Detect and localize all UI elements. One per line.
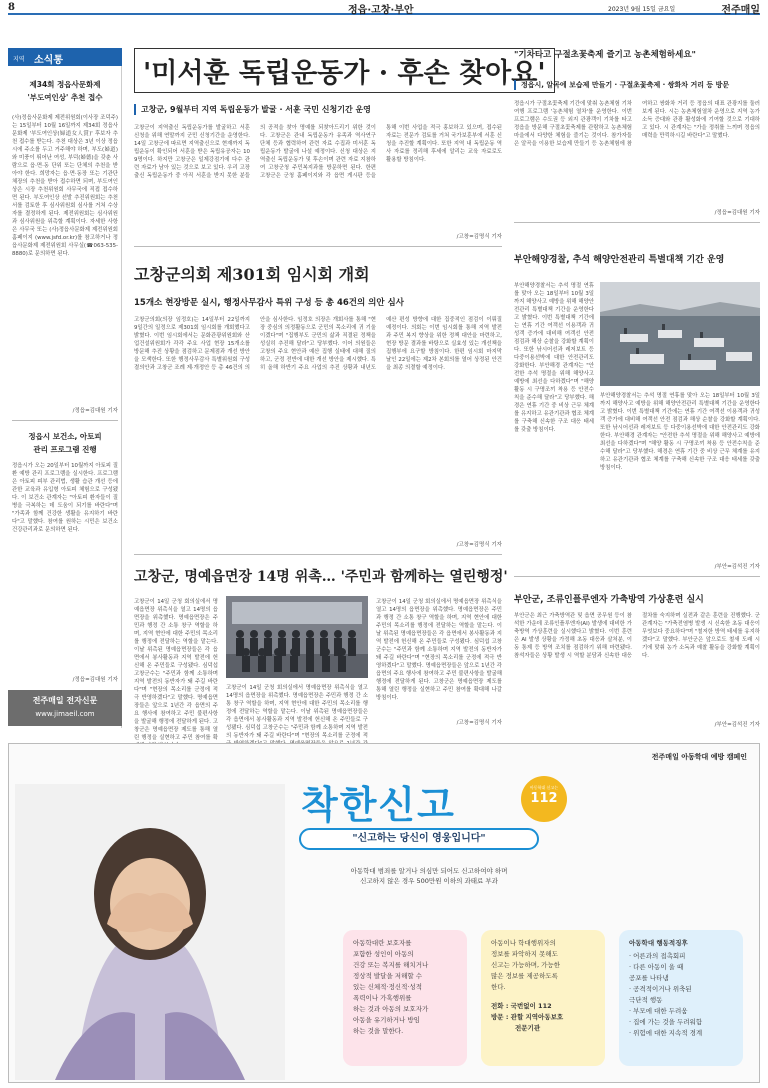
card1-line: 폭력이나 가혹행위를 [353, 994, 412, 1002]
section-title: 정읍·고창·부안 [348, 5, 414, 16]
right1-subhead: 정읍시, 알곡에 보습제 만들기 · 구절초꽃축제 · 쌍화차 거리 등 방문 [514, 80, 760, 90]
right3-headline[interactable]: 부안군, 조류인플루엔자 가축방역 가상훈련 실시 [514, 595, 704, 605]
ad-card-definition [343, 930, 467, 1066]
card3-line: 공포를 나타냄 [629, 974, 669, 982]
right1-body: 정읍시가 구절초꽃축제 기간에 맞춰 농촌체험 기차여행 프로그램 '농촌체험 열차'를 운영한다. 이번 프로그램은 수도권 등 외지 관광객이 기차를 타고 정읍을 방문해 구절초꽃축제를 관람하고 농촌체험마을에서 다양한 체험을 즐기는 것이다. 참가자들은 알곡을 이용한 보습제 만들기 등 농촌체험에 참여하고 쌍화차 거리 등 정읍의 대표 관광지를 둘러보게 된다. 시는 농촌체험열차 운영으로 지역 농가 소득 증대와 관광 활성화에 기여할 것으로 기대하고 있다. 시 관계자는 "가을 정취를 느끼며 정읍의 매력을 만끽하시길 바란다"고 말했다. [514, 101, 760, 147]
group-photo [226, 596, 368, 678]
divider [134, 554, 502, 555]
divider [514, 576, 760, 577]
ad-card-report [481, 930, 605, 1066]
card1-line: 포함한 성인이 아동의 [353, 950, 414, 958]
page-number: 8 [8, 2, 15, 13]
ad-description [309, 866, 549, 886]
harbor-photo [600, 282, 760, 386]
card2-line: 신고는 가능하며, 가능한 [491, 961, 560, 969]
card2-contact-visit: 방문 : 관할 지역아동보호 [491, 1013, 564, 1021]
right1-byline: /정읍=김대원 기자 [714, 210, 760, 216]
footer-url[interactable]: www.jimaeil.com [35, 710, 95, 718]
card3-line: · 어른과의 접촉회피 [629, 952, 686, 960]
footer-name: 전주매일 전자신문 [32, 696, 98, 705]
main1-body: 고창군이 지역출신 독립운동가를 발굴하고 서훈신청을 위해 연말까지 군민 신청기간을 운영한다. 14일 고창군에 따르면 지역출신으로 현재까지 독립운동이 확인되어 서훈을 받은 독립유공자는 109명이다. 하지만 고창군은 일제강점기에 다수 관련 자료가 남아 있는 것으로 보고 있다. 우리 고장 출신 독립운동가 중 아직 서훈을 받지 못한 분들의 공적을 찾아 명예를 되찾아드리기 위한 것이다. 고창군은 관내 독립운동가 유족과 역사연구 단체 등과 협력하여 관련 자료 수집과 미서훈 독립운동가 발굴에 나설 예정이다. 신청 대상은 지역출신 독립운동가 및 후손이며 관련 자료 지참하여 고창군청 주민복지과를 방문하면 된다. 한편 고창군은 군청 홈페이지와 각 읍면 게시판 등을 통해 이번 사업을 적극 홍보하고 있으며, 접수된 자료는 전문가 검토를 거쳐 국가보훈부에 서훈 신청을 추진할 계획이다. 또한 지역 내 독립운동 역사 자료를 정리해 후세에 알리는 교육 자료로도 활용할 방침이다. [134, 125, 502, 179]
harbor-photo-image [600, 282, 760, 386]
group-photo-image [226, 596, 368, 678]
card1-line: 하는 것을 말한다. [353, 1027, 404, 1035]
card1-line: 하는 것과 아동의 보호자가 [353, 1005, 429, 1013]
sidebar-tag-title: 소식통 [34, 55, 63, 66]
sidebar-tag-small: 지역 [13, 56, 25, 63]
ad-desc-line1: 아동학대 범죄를 알거나 의심만 되어도 신고하여야 하며 [350, 867, 508, 875]
card3-line: · 공격적이거나 위축된 [629, 985, 692, 993]
sidebar-news2-body: 정읍시가 오는 20일부터 10월까지 아토피 질환 예방 관리 프로그램을 실시한다. 프로그램은 아토피 피부 관리법, 생활 습관 개선 등에 관한 교육과 유입형 아토피 체험으로 구성됐다. 이 보건소 관계자는 "아토피 환자들이 질병을 극복하는 데 도움이 되기를 바란다"며 "가족과 함께 건강한 생활을 유지하기 바란다"고 말했다. 참여를 원하는 시민은 보건소 건강관리과로 문의하면 된다. [12, 463, 118, 533]
sidebar-news1-title-line1: 제34회 정읍사문화제 [29, 80, 101, 89]
card2-line: 정보를 파악하지 못해도 [491, 950, 558, 958]
ad-slogan: "신고하는 당신이 영웅입니다" [299, 828, 539, 850]
card2-contact-phone: 전화 : 국번없이 112 [491, 1002, 552, 1010]
sidebar-news1-byline: /정읍=김대원 기자 [72, 408, 118, 414]
right1-headline[interactable]: "기차타고 구절초꽃축제 즐기고 농촌체험하세요" [514, 50, 696, 60]
card3-line: · 다른 아동이 울 때 [629, 963, 684, 971]
right3-body: 부안군은 최근 가축방역관 및 읍면 공무원 등이 참석한 가운데 조류인플루엔자(AI) 발생에 대비한 가축방역 가상훈련을 실시했다고 밝혔다. 이번 훈련은 AI 발생 상황을 가정해 초동 대응과 살처분, 이동 통제 등 방역 조치를 점검하기 위해 마련됐다. 참석자들은 상황 발생 시 역할 분담과 신속한 대응 절차를 숙지하며 실전과 같은 훈련을 진행했다. 군 관계자는 "가축전염병 발생 시 신속한 초동 대응이 무엇보다 중요하다"며 "철저한 방역 태세를 유지하겠다"고 말했다. 부안군은 앞으로도 철새 도래 시기에 맞춰 농가 소독과 예찰 활동을 강화할 계획이다. [514, 613, 760, 659]
right2-body-col1: 부안해양경찰서는 추석 명절 연휴를 맞아 오는 18일부터 10월 3일까지 해양사고 예방을 위해 해양안전관리 특별대책 기간을 운영한다고 밝혔다. 이번 특별대책 기간에는 연휴 기간 여객선 이용객과 귀성객 증가에 대비해 여객선 안전 점검과 해상 순찰을 강화할 계획이다. 또한 낚시어선과 레저보트 등 다중이용선박에 대한 안전관리도 강화한다. 부안해경 관계자는 "안전한 추석 명절을 위해 해양사고 예방에 최선을 다하겠다"며 "해양 활동 시 구명조끼 착용 등 안전수칙을 준수해 달라"고 당부했다. 해경은 연휴 기간 중 비상 근무 체계를 유지하고 유관기관과 협조 체계를 구축해 신속한 구조 대응 태세를 갖출 방침이다. [514, 283, 594, 433]
divider [12, 420, 118, 421]
card2-line: 많은 정보를 제공하도록 [491, 972, 558, 980]
main3-body-col3: 고창군이 14일 군청 회의실에서 명예읍면장 위촉식을 열고 14명의 읍면장을 위촉했다. 명예읍면장은 주민과 행정 간 소통 창구 역할을 하며, 지역 현안에 대한 주민의 목소리를 행정에 전달하는 역할을 맡는다. 이날 위촉된 명예읍면장들은 각 읍면에서 봉사활동과 지역 발전에 헌신해 온 주민들로 구성됐다. 심덕섭 고창군수는 "주민과 함께 소통하며 지역 발전의 동반자가 돼 주길 바란다"며 "현장의 목소리를 군정에 적극 반영하겠다"고 말했다. 명예읍면장들은 앞으로 1년간 각 읍면의 주요 행사에 참여하고 주민 불편사항을 발굴해 행정에 전달하게 된다. 고창군은 명예읍면장 제도를 통해 열린 행정을 실현하고 주민 참여를 확대해 나갈 방침이다. [376, 599, 502, 701]
sidebar-news2-title[interactable] [12, 430, 118, 456]
card3-line: 극단적 행동 [629, 996, 663, 1004]
right2-headline[interactable]: 부안해양경찰, 추석 해양안전관리 특별대책 기간 운영 [514, 255, 725, 265]
main2-body: 고창군의회(의장 임정호)는 14일부터 22일까지 9일간의 일정으로 제301회 임시회를 개회했다고 밝혔다. 이번 임시회에서는 문화관광위원회와 산업건설위원회가 각각 주요 사업 현장 15개소를 방문해 추진 상황을 점검하고 문제점과 개선 방안을 모색한다. 또한 행정사무감사 특별위원회 구성 결의안과 고창군 조례 제·개정안 등 총 46건의 의안을 심사한다. 임정호 의장은 개회사를 통해 "현장 중심의 의정활동으로 군민의 목소리에 귀 기울이겠다"며 "집행부도 군민의 삶과 직결된 정책을 성실히 추진해 달라"고 당부했다. 이어 의원들은 고창의 주요 현안과 예산 집행 실태에 대해 질의하고, 군정 전반에 대한 개선 방안을 제시했다. 특히 올해 하반기 주요 사업의 추진 상황과 내년도 예산 편성 방향에 대한 집중적인 점검이 이뤄질 예정이다. 의회는 이번 임시회를 통해 지역 발전과 주민 복지 향상을 위한 정책 대안을 마련하고, 현장 방문 결과를 바탕으로 실효성 있는 개선책을 집행부에 요구할 방침이다. 한편 임시회 마지막 날인 22일에는 제2차 본회의를 열어 상정된 안건을 최종 의결할 예정이다. [134, 317, 502, 371]
divider [514, 222, 760, 223]
newspaper-brand: 전주매일 [721, 5, 760, 16]
crying-woman-illustration [15, 784, 285, 1080]
card3-title: 아동학대 행동적징후 [629, 939, 688, 947]
sidebar-news1-body: (사)정읍사문화제 제전위원회(이사장 조덕주)는 15일부터 10월 16일까지 제34회 정읍사문화제 '부도여인상(婦道女人賞)' 후보자 추천 접수를 받는다. 추천 대상은 3년 이상 정읍시에 주소를 두고 거주해야 하며, 부도(婦道)와 미풍이 뛰어난 여성, 부덕(婦德)을 갖춘 사람으로 읍·면·동 단위 또는 단체의 추천을 받아야 한다. 희망자는 읍·면·동장 또는 기관단체장의 추천을 받아 접수하면 되며, 부도여인상은 시장 추천위원회 사무국에 직접 접수하면 된다. 부도여인상 선발 추진위원회는 추천서를 검토한 후 심사위원회 심사를 거쳐 수상자를 결정하게 된다. 제전위원회는 심사위원과 심사위원을 위촉할 계획이다. 자세한 사항은 사무국 또는 (사)정읍사문화제 제전위원회 홈페이지 (www.jsfd.or.kr)를 참고하거나 정읍사문화제 제전위원회 사무실(☎063-535-8880)로 문의하면 된다. [12, 115, 118, 257]
card2-contact-agency: 전문기관 [515, 1024, 541, 1032]
card1-line: 정상적 발달을 저해할 수 [353, 972, 422, 980]
ad-title: 착한신고 [301, 783, 456, 827]
card1-line: 아동학대란 보호자를 [353, 939, 412, 947]
badge-small-text: 아동학대 신고는 [529, 785, 559, 790]
ad-desc-line2: 신고하지 않은 경우 500만원 이하의 과태료 부과 [360, 877, 498, 885]
main1-byline: /고창=김명식 기자 [456, 234, 502, 240]
card1-line: 건강 또는 복지를 해치거나 [353, 961, 429, 969]
main2-byline: /고창=김명식 기자 [456, 542, 502, 548]
sidebar-news1-title-line2: '부도여인상' 추천 접수 [27, 93, 103, 102]
page-header [8, 0, 760, 15]
card2-line: 아동이나 학대행위자의 [491, 939, 556, 947]
main3-body-col2: 고창군이 14일 군청 회의실에서 명예읍면장 위촉식을 열고 14명의 읍면장을 위촉했다. 명예읍면장은 주민과 행정 간 소통 창구 역할을 하며, 지역 현안에 대한 주민의 목소리를 행정에 전달하는 역할을 맡는다. 이날 위촉된 명예읍면장들은 각 읍면에서 봉사활동과 지역 발전에 헌신해 온 주민들로 구성됐다. 심덕섭 고창군수는 "주민과 함께 소통하며 지역 발전의 동반자가 돼 주길 바란다"며 "현장의 목소리를 군정에 적 [226, 685, 368, 739]
sidebar-footer[interactable] [8, 690, 122, 726]
sidebar-news [8, 48, 122, 728]
report-112-badge[interactable] [521, 776, 567, 822]
card1-line: 있는 신체적·정신적·성적 [353, 983, 422, 991]
right3-byline: /부안=김석진 기자 [714, 722, 760, 728]
sidebar-news1-title[interactable] [12, 78, 118, 104]
main2-headline[interactable]: 고창군의회 제301회 임시회 개회 [134, 265, 370, 284]
card3-line: · 위험에 대한 지속적 경계 [629, 1029, 703, 1037]
sidebar-tag [8, 48, 122, 66]
card3-line: · 부모에 대한 두려움 [629, 1007, 688, 1015]
main2-subhead: 15개소 현장방문 실시, 행정사무감사 특위 구성 등 총 46건의 의안 심사 [134, 298, 404, 308]
ad-card-signs [619, 930, 743, 1066]
sidebar-news2-title-line1: 정읍시 보건소, 아토피 [28, 432, 102, 441]
card1-line: 아동을 유기하거나 방임 [353, 1016, 420, 1024]
divider [134, 246, 502, 247]
main3-body-col1: 고창군이 14일 군청 회의실에서 명예읍면장 위촉식을 열고 14명의 읍면장을 위촉했다. 명예읍면장은 주민과 행정 간 소통 창구 역할을 하며, 지역 현안에 대한 주민의 목소리를 행정에 전달하는 역할을 맡는다. 이날 위촉된 명예읍면장들은 각 읍면에서 봉사활동과 지역 발전에 헌신해 온 주민들로 구성됐다. 심덕섭 고창군수는 "주민과 함께 소통하며 지역 발전의 동반자가 돼 주길 바란다"며 "현장의 목소리를 군정에 적극 반영하겠다"고 말했다. 명예읍면장들은 앞으로 1년간 각 읍면의 주요 행사에 참여하고 주민 불편사항을 발굴해 행정에 전달하게 된다. 고창군은 명예읍면장 제도를 통해 열린 행정을 실현하고 주민 참여를 확 [134, 599, 218, 741]
right2-body-col2: 부안해양경찰서는 추석 명절 연휴를 맞아 오는 18일부터 10월 3일까지 해양사고 예방을 위해 해양안전관리 특별대책 기간을 운영한다고 밝혔다. 이번 특별대책 기간에는 연휴 기간 여객선 이용객과 귀성객 증가에 대비해 여객선 안전 점검과 해상 순찰을 강화할 계획이다. 또한 낚시어선과 레저보트 등 다중이용선박에 대한 안전관리도 강화한다. 부안해경 관계자는 "안전한 추석 명절을 위해 해양사고 예방에 최선을 다하겠다"며 "해양 활동 시 구명조끼 착용 등 안전수칙을 준수해 달라"고 당부했다. 해경은 연휴 기간 중 비상 근무 체계를 유지하고 유관기관과 협조 체계를 구축해 신속한 구조 대응 태세를 갖출 방침이다. [600, 393, 760, 471]
issue-date: 2023년 9월 15일 금요일 [608, 6, 676, 13]
sidebar-news2-title-line2: 관리 프로그램 진행 [33, 445, 97, 454]
main1-subhead: 고창군, 9월부터 지역 독립운동가 발굴 · 서훈 국민 신청기간 운영 [134, 104, 494, 115]
card3-line: · 집에 가는 것을 두려워함 [629, 1018, 703, 1026]
sidebar-news2-byline: /정읍=김대원 기자 [72, 677, 118, 683]
main1-headline[interactable]: '미서훈 독립운동가 · 후손 찾아요' [134, 48, 555, 93]
ad-header: 전주매일 아동학대 예방 캠페인 [651, 753, 747, 761]
card2-line: 한다. [491, 983, 506, 991]
right2-byline: /부안=김석진 기자 [714, 564, 760, 570]
main3-byline: /고창=김명식 기자 [456, 720, 502, 726]
badge-number: 112 [530, 791, 558, 806]
campaign-ad[interactable] [8, 743, 760, 1083]
main3-headline[interactable]: 고창군, 명예읍면장 14명 위촉… '주민과 함께하는 열린행정' [134, 569, 508, 585]
